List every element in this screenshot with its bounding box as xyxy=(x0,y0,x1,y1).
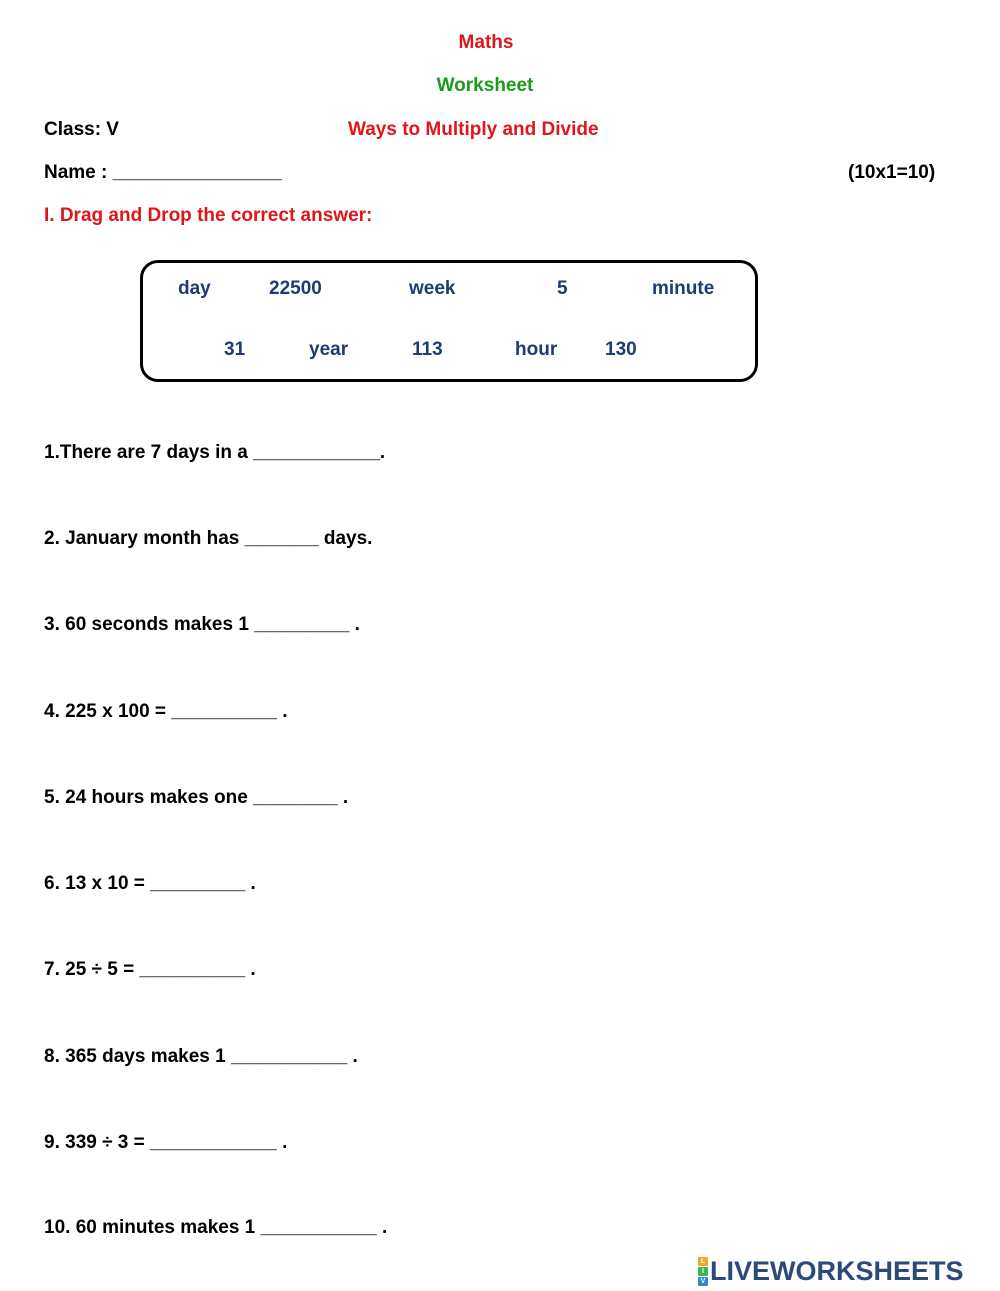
word-5[interactable]: 5 xyxy=(557,278,568,299)
marks-label: (10x1=10) xyxy=(848,162,936,183)
word-22500[interactable]: 22500 xyxy=(269,278,322,299)
logo-block-l: L xyxy=(698,1257,708,1266)
logo-block-i: I xyxy=(698,1267,708,1276)
question-3[interactable]: 3. 60 seconds makes 1 _________ . xyxy=(44,614,360,635)
word-31[interactable]: 31 xyxy=(224,339,246,360)
name-field[interactable]: Name : ________________ xyxy=(44,162,282,183)
liveworksheets-logo xyxy=(698,1254,964,1288)
word-hour[interactable]: hour xyxy=(515,339,558,360)
question-10[interactable]: 10. 60 minutes makes 1 ___________ . xyxy=(44,1217,388,1238)
class-label: Class: V xyxy=(44,119,119,140)
word-day[interactable]: day xyxy=(178,278,211,299)
topic-title: Ways to Multiply and Divide xyxy=(348,119,599,140)
word-130[interactable]: 130 xyxy=(605,339,637,360)
section-heading: I. Drag and Drop the correct answer: xyxy=(44,205,373,226)
word-year[interactable]: year xyxy=(309,339,349,360)
question-8[interactable]: 8. 365 days makes 1 ___________ . xyxy=(44,1046,358,1067)
word-113[interactable]: 113 xyxy=(412,339,443,360)
word-week[interactable]: week xyxy=(409,278,456,299)
question-5[interactable]: 5. 24 hours makes one ________ . xyxy=(44,787,349,808)
question-9[interactable]: 9. 339 ÷ 3 = ____________ . xyxy=(44,1132,288,1153)
word-minute[interactable]: minute xyxy=(652,278,715,299)
worksheet-title: Maths xyxy=(458,32,514,53)
worksheet-subtitle: Worksheet xyxy=(436,75,534,96)
question-2[interactable]: 2. January month has _______ days. xyxy=(44,528,373,549)
question-7[interactable]: 7. 25 ÷ 5 = __________ . xyxy=(44,959,256,980)
logo-blocks-icon xyxy=(698,1257,708,1286)
logo-text: LIVEWORKSHEETS xyxy=(710,1255,964,1286)
question-1[interactable]: 1.There are 7 days in a ____________. xyxy=(44,442,386,463)
logo-block-v: V xyxy=(698,1277,708,1286)
question-4[interactable]: 4. 225 x 100 = __________ . xyxy=(44,701,288,722)
question-6[interactable]: 6. 13 x 10 = _________ . xyxy=(44,873,256,894)
